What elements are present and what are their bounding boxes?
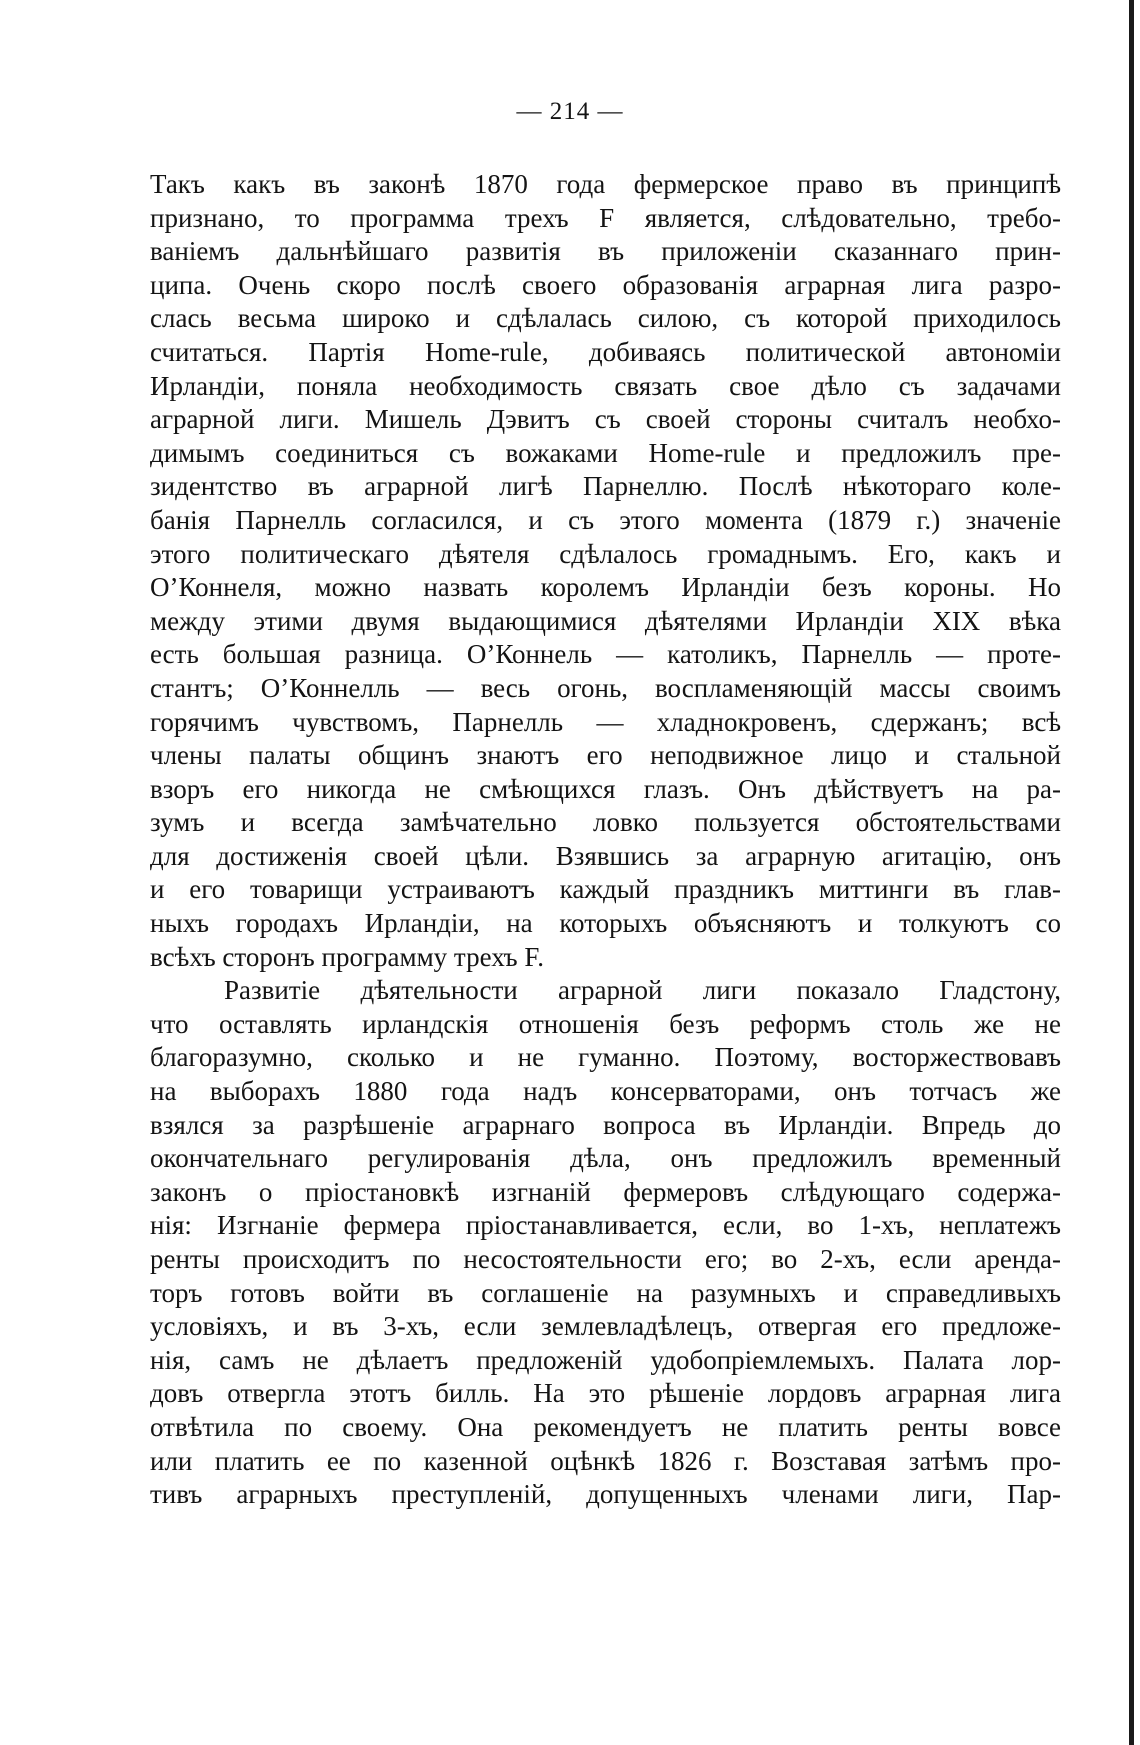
- text-line: нія: Изгнаніе фермера пріостанавливается, если, во 1-хъ, неплатежъ: [150, 1210, 1061, 1241]
- text-line: зидентство въ аграрной лигѣ Парнеллю. Послѣ нѣкотораго коле-: [150, 471, 1061, 502]
- text-line: Такъ какъ въ законѣ 1870 года фермерское право въ принципѣ: [150, 169, 1061, 199]
- text-line: димымъ соединиться съ вожаками Home-rule и предложилъ пре-: [150, 437, 1061, 468]
- text-line: ренты происходитъ по несостоятельности его; во 2-хъ, если аренда-: [150, 1244, 1061, 1274]
- text-line: нія, самъ не дѣлаетъ предложеній удобопріемлемыхъ. Палата лор-: [150, 1344, 1061, 1375]
- text-line: аграрной лиги. Мишель Дэвитъ съ своей стороны считалъ необхо-: [150, 404, 1061, 435]
- text-line: ципа. Очень скоро послѣ своего образованія аграрная лига разро-: [150, 269, 1061, 300]
- paragraph-2: [150, 974, 1061, 1512]
- text-line: довъ отвергла этотъ билль. На это рѣшеніе лордовъ аграрная лига: [150, 1378, 1061, 1409]
- paragraph-1: [150, 168, 1061, 974]
- text-line: между этими двумя выдающимися дѣятелями Ирландіи XIX вѣка: [150, 605, 1061, 636]
- text-line: окончательнаго регулированія дѣла, онъ предложилъ временный: [150, 1143, 1061, 1174]
- text-line: условіяхъ, и въ 3-хъ, если землевладѣлецъ, отвергая его предложе-: [150, 1311, 1061, 1342]
- page-body: [150, 168, 1061, 1512]
- page-number: — 214 —: [516, 98, 624, 125]
- text-line: для достиженія своей цѣли. Взявшись за аграрную агитацію, онъ: [150, 840, 1061, 871]
- text-line: всѣхъ сторонъ программу трехъ F.: [150, 941, 544, 972]
- text-line: тивъ аграрныхъ преступленій, допущенныхъ членами лиги, Пар-: [150, 1479, 1061, 1510]
- text-line: взялся за разрѣшеніе аграрнаго вопроса въ Ирландіи. Впредь до: [150, 1109, 1061, 1140]
- text-line: законъ о пріостановкѣ изгнаній фермеровъ слѣдующаго содержа-: [150, 1176, 1061, 1207]
- text-line: торъ готовъ войти въ соглашеніе на разумныхъ и справедливыхъ: [150, 1277, 1061, 1308]
- text-line: ныхъ городахъ Ирландіи, на которыхъ объясняютъ и толкуютъ со: [150, 908, 1061, 939]
- text-line: стантъ; О’Коннелль — весь огонь, воспламеняющій массы своимъ: [150, 672, 1061, 703]
- page-binding-edge: [1129, 0, 1134, 1745]
- text-line: взоръ его никогда не смѣющихся глазъ. Онъ дѣйствуетъ на ра-: [150, 773, 1061, 804]
- text-line: зумъ и всегда замѣчательно ловко пользуется обстоятельствами: [150, 807, 1061, 838]
- text-line: есть большая разница. О’Коннель — католикъ, Парнелль — проте-: [150, 639, 1061, 670]
- text-line: банія Парнелль согласился, и съ этого момента (1879 г.) значеніе: [150, 504, 1061, 535]
- text-line: этого политическаго дѣятеля сдѣлалось громаднымъ. Его, какъ и: [150, 538, 1061, 569]
- text-line: О’Коннеля, можно назвать королемъ Ирландіи безъ короны. Но: [150, 572, 1061, 603]
- text-line: ваніемъ дальнѣйшаго развитія въ приложеніи сказаннаго прин-: [150, 236, 1061, 267]
- text-line: признано, то программа трехъ F является, слѣдовательно, требо-: [150, 202, 1061, 233]
- text-line: благоразумно, сколько и не гуманно. Поэтому, восторжествовавъ: [150, 1042, 1061, 1073]
- text-line: на выборахъ 1880 года надъ консерваторами, онъ тотчасъ же: [150, 1076, 1061, 1107]
- text-line: Развитіе дѣятельности аграрной лиги показало Гладстону,: [224, 975, 1061, 1006]
- text-line: слась весьма широко и сдѣлалась силою, съ которой приходилось: [150, 303, 1061, 334]
- text-line: Ирландіи, поняла необходимость связать свое дѣло съ задачами: [150, 370, 1061, 401]
- text-line: и его товарищи устраиваютъ каждый праздникъ миттинги въ глав-: [150, 874, 1061, 905]
- text-line: горячимъ чувствомъ, Парнелль — хладнокровенъ, сдержанъ; всѣ: [150, 706, 1061, 737]
- text-line: считаться. Партія Home-rule, добиваясь политической автономіи: [150, 336, 1061, 367]
- text-line: отвѣтила по своему. Она рекомендуетъ не платить ренты вовсе: [150, 1411, 1061, 1442]
- text-line: члены палаты общинъ знаютъ его неподвижное лицо и стальной: [150, 740, 1061, 771]
- text-line: что оставлять ирландскія отношенія безъ реформъ столь же не: [150, 1008, 1061, 1039]
- text-line: или платить ее по казенной оцѣнкѣ 1826 г. Возставая затѣмъ про-: [150, 1445, 1061, 1476]
